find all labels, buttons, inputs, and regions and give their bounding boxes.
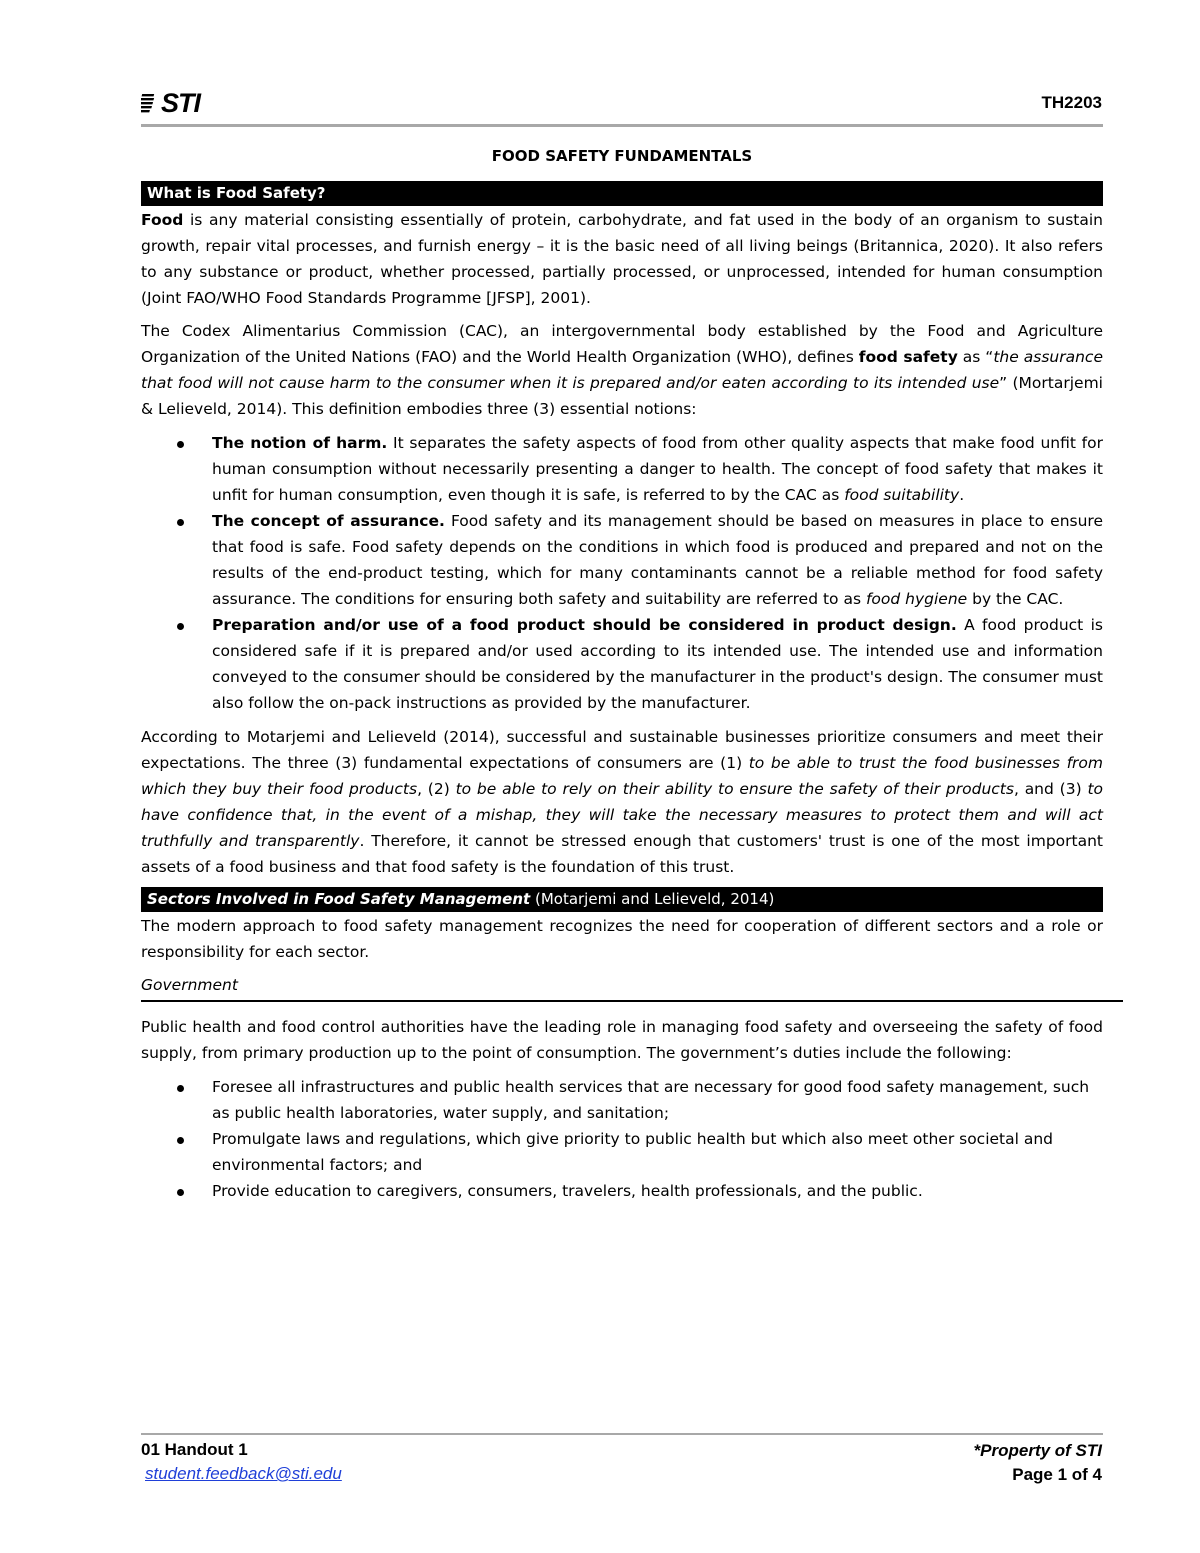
expectation-3: to have confidence that, in the event of a mishap, they will take the necessary measures to protect them and will act truthfully and transparently [141,780,1103,850]
list-item-title: The concept of assurance. [212,512,445,530]
list-item-title: Preparation and/or use of a food product should be considered in product design. [212,616,957,634]
page-number: Page 1 of 4 [1012,1465,1102,1484]
globe-logo-icon [141,91,159,115]
list-item [141,508,1103,612]
list-item-text: A food product is considered safe if it is prepared and/or used according to its intended use. The intended use and information conveyed to the consumer should be considered by the manufacturer in the product's design. The consumer must also follow the on-pack instructions as provided by the manufacturer. [212,616,1103,712]
section-heading-citation: (Motarjemi and Lelieveld, 2014) [530,890,775,908]
list-item-text: Food safety and its management should be based on measures in place to ensure that food is safe. Food safety depends on the conditions in which food is produced and prepared and not on the results of the end-product testing, which for many contaminants cannot be a reliable method for food safety assurance. The conditions for ensuring both safety and suitability are referred to as [212,512,1103,608]
bullet-icon [177,1189,184,1196]
term-food: Food [141,211,184,229]
bullet-icon [177,519,184,526]
paragraph-text: According to Motarjemi and Lelieveld (2014), successful and sustainable businesses prioritize consumers and meet their expectations. The three (3) fundamental expectations of consumers are (1) [141,728,1103,772]
expectation-2: to be able to rely on their ability to ensure the safety of their products [455,780,1014,798]
bullet-icon [177,623,184,630]
sti-logo [141,86,200,120]
list-item [141,1074,1103,1126]
list-item [141,430,1103,508]
section-heading-food-safety: What is Food Safety? [141,181,1103,206]
expectation-1: to be able to trust the food businesses from which they buy their food products [141,754,1103,798]
handout-label: 01 Handout 1 [141,1440,248,1459]
subheading-divider [141,1000,1123,1002]
paragraph-cac-definition [141,318,1103,422]
government-duties-list [141,1074,1103,1204]
section-heading-text: Sectors Involved in Food Safety Management [147,890,531,908]
bullet-icon [177,441,184,448]
paragraph-consumer-expectations [141,724,1103,880]
paragraph-text: The Codex Alimentarius Commission (CAC), an intergovernmental body established by the Food and Agriculture Organization of the United Nations (FAO) and the World Health Organization (WHO), defines [141,322,1103,366]
document-body [141,145,1103,1212]
logo-text: STI [161,87,201,118]
list-item [141,1178,1103,1204]
paragraph-text: , and (3) [1013,780,1088,798]
bullet-icon [177,1085,184,1092]
paragraph-text: is any material consisting essentially of protein, carbohydrate, and fat used in the body of an organism to sustain growth, repair vital processes, and furnish energy – it is the basic need of all living beings (Britannica, 2020). It also refers to any substance or product, whether processed, partially processed, or unprocessed, intended for human consumption (Joint FAO/WHO Food Standards Programme [JFSP], 2001). [141,211,1103,307]
list-item-text: Foresee all infrastructures and public health services that are necessary for good food safety management, such as public health laboratories, water supply, and sanitation; [212,1078,1090,1122]
paragraph-text: . Therefore, it cannot be stressed enough that customers' trust is one of the most important assets of a food business and that food safety is the foundation of this trust. [141,832,1103,876]
list-item [141,1126,1103,1178]
list-item-text: Promulgate laws and regulations, which give priority to public health but which also meet other societal and environmental factors; and [212,1130,1054,1174]
bullet-icon [177,1137,184,1144]
list-item-term: food hygiene [865,590,968,608]
list-item-text: Provide education to caregivers, consumers, travelers, health professionals, and the public. [212,1182,923,1200]
paragraph-government: Public health and food control authorities have the leading role in managing food safety and overseeing the safety of food supply, from primary production up to the point of consumption. The government’s duties include the following: [141,1018,1103,1062]
property-notice: *Property of STI [973,1441,1102,1460]
paragraph-food-definition [141,207,1103,311]
footer-right [974,1439,1102,1487]
feedback-email-link[interactable]: student.feedback@sti.edu [145,1464,342,1483]
footer-divider [141,1433,1103,1435]
paragraph-sectors-intro: The modern approach to food safety management recognizes the need for cooperation of different sectors and a role or responsibility for each sector. [141,917,1103,961]
term-food-safety: food safety [858,348,958,366]
header-divider [141,124,1103,127]
course-code: TH2203 [1041,93,1102,112]
list-item-term: food suitability [844,486,960,504]
paragraph-text: as “ [957,348,994,366]
paragraph-text: , (2) [417,780,456,798]
notions-list [141,430,1103,716]
section-heading-sectors [141,887,1103,912]
list-item-title: The notion of harm. [212,434,388,452]
subheading-government: Government [141,976,238,994]
list-item [141,612,1103,716]
list-item-text: . [959,486,965,504]
paragraph-text: ” (Mortarjemi & Lelieveld, 2014). This definition embodies three (3) essential notions: [141,374,1103,418]
list-item-text: It separates the safety aspects of food from other quality aspects that make food unfit for human consumption without necessarily presenting a danger to health. The concept of food safety that makes it unfit for human consumption, even though it is safe, is referred to by the CAC as [212,434,1103,504]
document-title: FOOD SAFETY FUNDAMENTALS [491,147,753,165]
definition-quote: the assurance that food will not cause harm to the consumer when it is prepared and/or eaten according to its intended use [141,348,1103,392]
list-item-text: by the CAC. [967,590,1064,608]
